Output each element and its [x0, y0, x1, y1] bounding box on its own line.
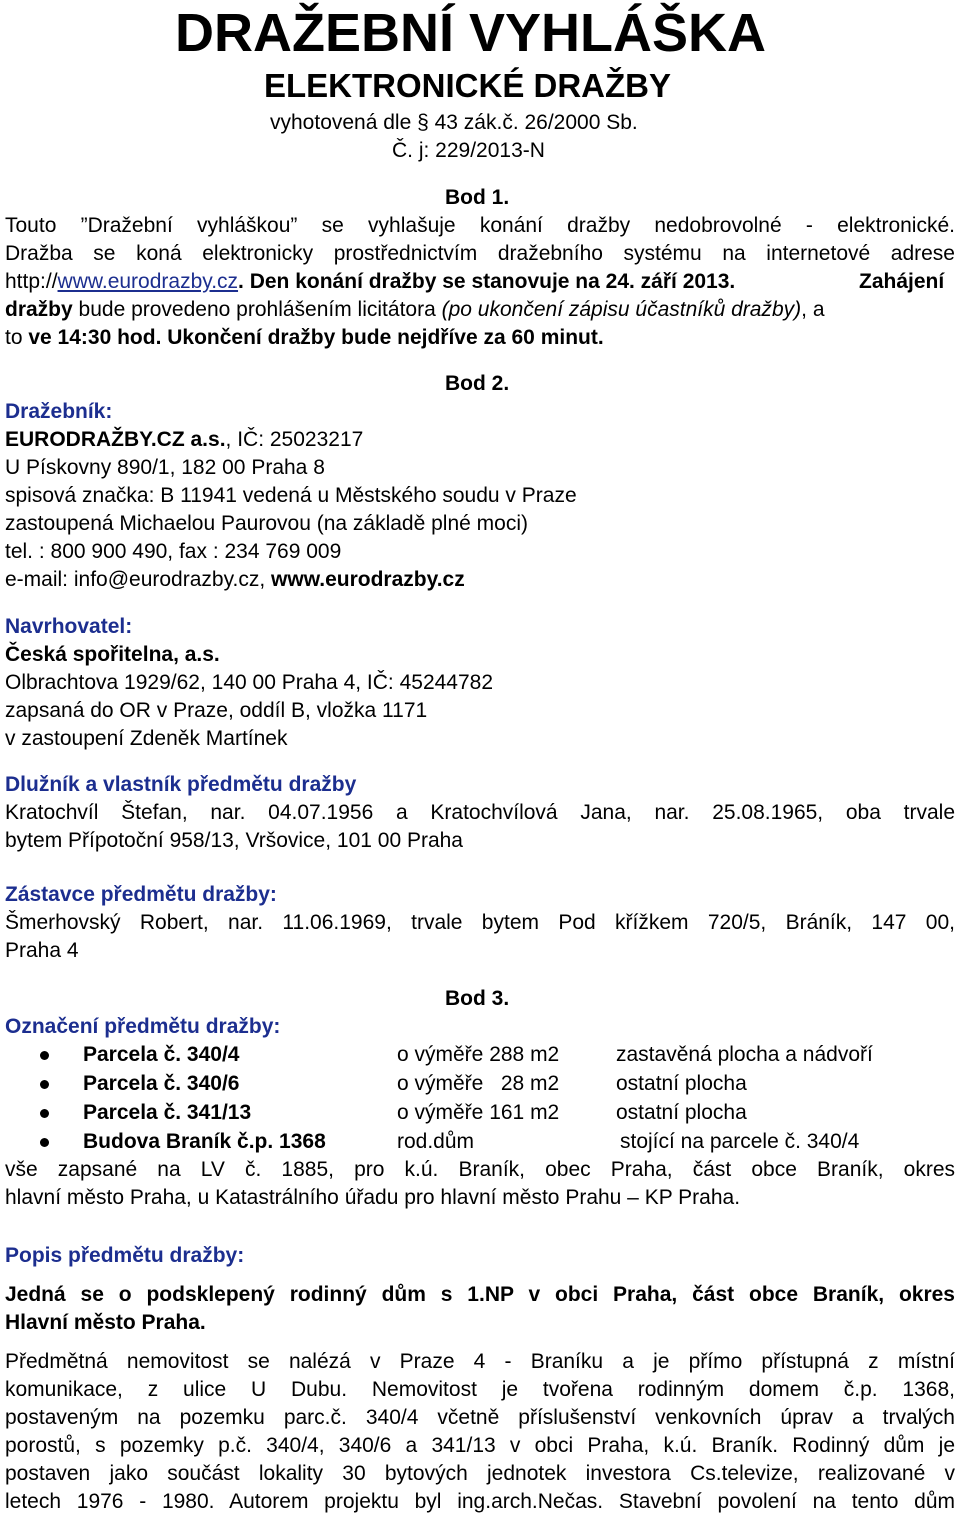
property-area: rod.dům — [397, 1130, 475, 1153]
proposer-name: Česká spořitelna, a.s. — [5, 643, 220, 666]
description-line-3: postaveným na pozemku parc.č. 340/4 včetně příslušenství venkovních úprav a trvalých — [5, 1406, 955, 1429]
pledgee-line-2: Praha 4 — [5, 939, 79, 962]
debtor-line-2: bytem Přípotoční 958/13, Vršovice, 101 00 Praha — [5, 829, 463, 852]
auctioneer-name: EURODRAŽBY.CZ a.s. — [5, 428, 226, 451]
proposer-label: Navrhovatel: — [5, 615, 133, 638]
registration-line-2: hlavní město Praha, u Katastrálního úřadu pro hlavní město Prahu – KP Praha. — [5, 1186, 741, 1209]
bod1-line-4 — [5, 298, 825, 322]
proposer-address: Olbrachtova 1929/62, 140 00 Praha 4, IČ: 45244782 — [5, 671, 494, 694]
bod1-line-1: Touto ”Dražební vyhláškou” se vyhlašuje konání dražby nedobrovolné - elektronické. — [5, 214, 955, 237]
property-kind: ostatní plocha — [616, 1101, 747, 1124]
auctioneer-registry: spisová značka: B 11941 vedená u Městského soudu v Praze — [5, 484, 577, 507]
document-subtitle: ELEKTRONICKÉ DRAŽBY — [264, 67, 672, 104]
auctioneer-address: U Pískovny 890/1, 182 00 Praha 8 — [5, 456, 325, 479]
section-heading-bod1: Bod 1. — [445, 186, 510, 209]
pledgee-line-1: Šmerhovský Robert, nar. 11.06.1969, trvale bytem Pod křížkem 720/5, Bráník, 147 00, — [5, 911, 955, 934]
property-name: Budova Braník č.p. 1368 — [83, 1130, 326, 1153]
description-bold-line-1: Jedná se o podsklepený rodinný dům s 1.NP v obci Praha, část obce Braník, okres — [5, 1283, 955, 1306]
property-name: Parcela č. 341/13 — [83, 1101, 252, 1124]
property-kind: ostatní plocha — [616, 1072, 747, 1095]
case-number: Č. j: 229/2013-N — [392, 139, 545, 162]
registration-line-1: vše zapsané na LV č. 1885, pro k.ú. Braník, obec Praha, část obce Braník, okres — [5, 1158, 955, 1181]
url-prefix: http:// — [5, 270, 58, 293]
bod1-auction-word: dražby — [5, 298, 73, 321]
description-line-5: postaven jako součást lokality 30 bytových jednotek investora Cs.televize, realizované v — [5, 1462, 955, 1485]
auctioneer-phone: tel. : 800 900 490, fax : 234 769 009 — [5, 540, 342, 563]
pledgee-label: Zástavce předmětu dražby: — [5, 883, 277, 906]
description-line-1: Předmětná nemovitost se nalézá v Praze 4 - Braníku a je přímo přístupná z místní — [5, 1350, 955, 1373]
bod1-start-label: Zahájení — [859, 270, 945, 293]
bod1-line-5 — [5, 326, 604, 350]
debtor-label: Dlužník a vlastník předmětu dražby — [5, 773, 357, 796]
property-name: Parcela č. 340/6 — [83, 1072, 240, 1095]
auctioneer-label: Dražebník: — [5, 400, 113, 423]
debtor-line-1: Kratochvíl Štefan, nar. 04.07.1956 a Kratochvílová Jana, nar. 25.08.1965, oba trvale — [5, 801, 955, 824]
bod1-italic-note: (po ukončení zápisu účastníků dražby) — [441, 298, 802, 321]
auctioneer-ic: , IČ: 25023217 — [225, 428, 364, 451]
bod1-to-word: to — [5, 326, 23, 349]
bullet-icon — [40, 1138, 49, 1147]
property-kind: zastavěná plocha a nádvoří — [616, 1043, 873, 1066]
proposer-representative: v zastoupení Zdeněk Martínek — [5, 727, 288, 750]
document-title: DRAŽEBNÍ VYHLÁŠKA — [175, 3, 767, 63]
law-reference: vyhotovená dle § 43 zák.č. 26/2000 Sb. — [270, 111, 638, 134]
description-line-2: komunikace, z ulice U Dubu. Nemovitost je tvořena rodinným domem č.p. 1368, — [5, 1378, 955, 1401]
bullet-icon — [40, 1051, 49, 1060]
section-heading-bod3: Bod 3. — [445, 987, 510, 1010]
bod1-line4-tail: , a — [801, 298, 825, 321]
auction-date: . Den konání dražby se stanovuje na 24. září 2013. — [238, 270, 736, 293]
property-kind: stojící na parcele č. 340/4 — [620, 1130, 860, 1153]
property-area: o výměře 28 m2 — [397, 1072, 560, 1095]
description-bold-line-2: Hlavní město Praha. — [5, 1311, 206, 1334]
auctioneer-representative: zastoupená Michaelou Paurovou (na základě plné moci) — [5, 512, 528, 535]
property-name: Parcela č. 340/4 — [83, 1043, 240, 1066]
subject-label: Označení předmětu dražby: — [5, 1015, 281, 1038]
bullet-icon — [40, 1109, 49, 1118]
bod1-start-text: bude provedeno prohlášením licitátora — [78, 298, 436, 321]
auction-site-link[interactable]: www.eurodrazby.cz — [57, 270, 239, 293]
bod1-line-2: Dražba se koná elektronicky prostřednictvím dražebního systému na internetové adrese — [5, 242, 955, 265]
description-line-4: porostů, s pozemky p.č. 340/4, 340/6 a 341/13 v obci Praha, k.ú. Braník. Rodinný dům je — [5, 1434, 955, 1457]
auctioneer-web: www.eurodrazby.cz — [271, 568, 465, 591]
description-label: Popis předmětu dražby: — [5, 1244, 245, 1267]
bod1-time: ve 14:30 hod. Ukončení dražby bude nejdříve za 60 minut. — [28, 326, 604, 349]
description-line-6: letech 1976 - 1980. Autorem projektu byl ing.arch.Nečas. Stavební povolení na tento dům — [5, 1490, 955, 1513]
property-area: o výměře 161 m2 — [397, 1101, 560, 1124]
property-area: o výměře 288 m2 — [397, 1043, 560, 1066]
auctioneer-contact — [5, 568, 465, 592]
auctioneer-email: e-mail: info@eurodrazby.cz, — [5, 568, 272, 591]
auctioneer-name-line — [5, 428, 363, 452]
section-heading-bod2: Bod 2. — [445, 372, 510, 395]
proposer-registry: zapsaná do OR v Praze, oddíl B, vložka 1171 — [5, 699, 428, 722]
bod1-line-3 — [5, 270, 735, 294]
bullet-icon — [40, 1080, 49, 1089]
